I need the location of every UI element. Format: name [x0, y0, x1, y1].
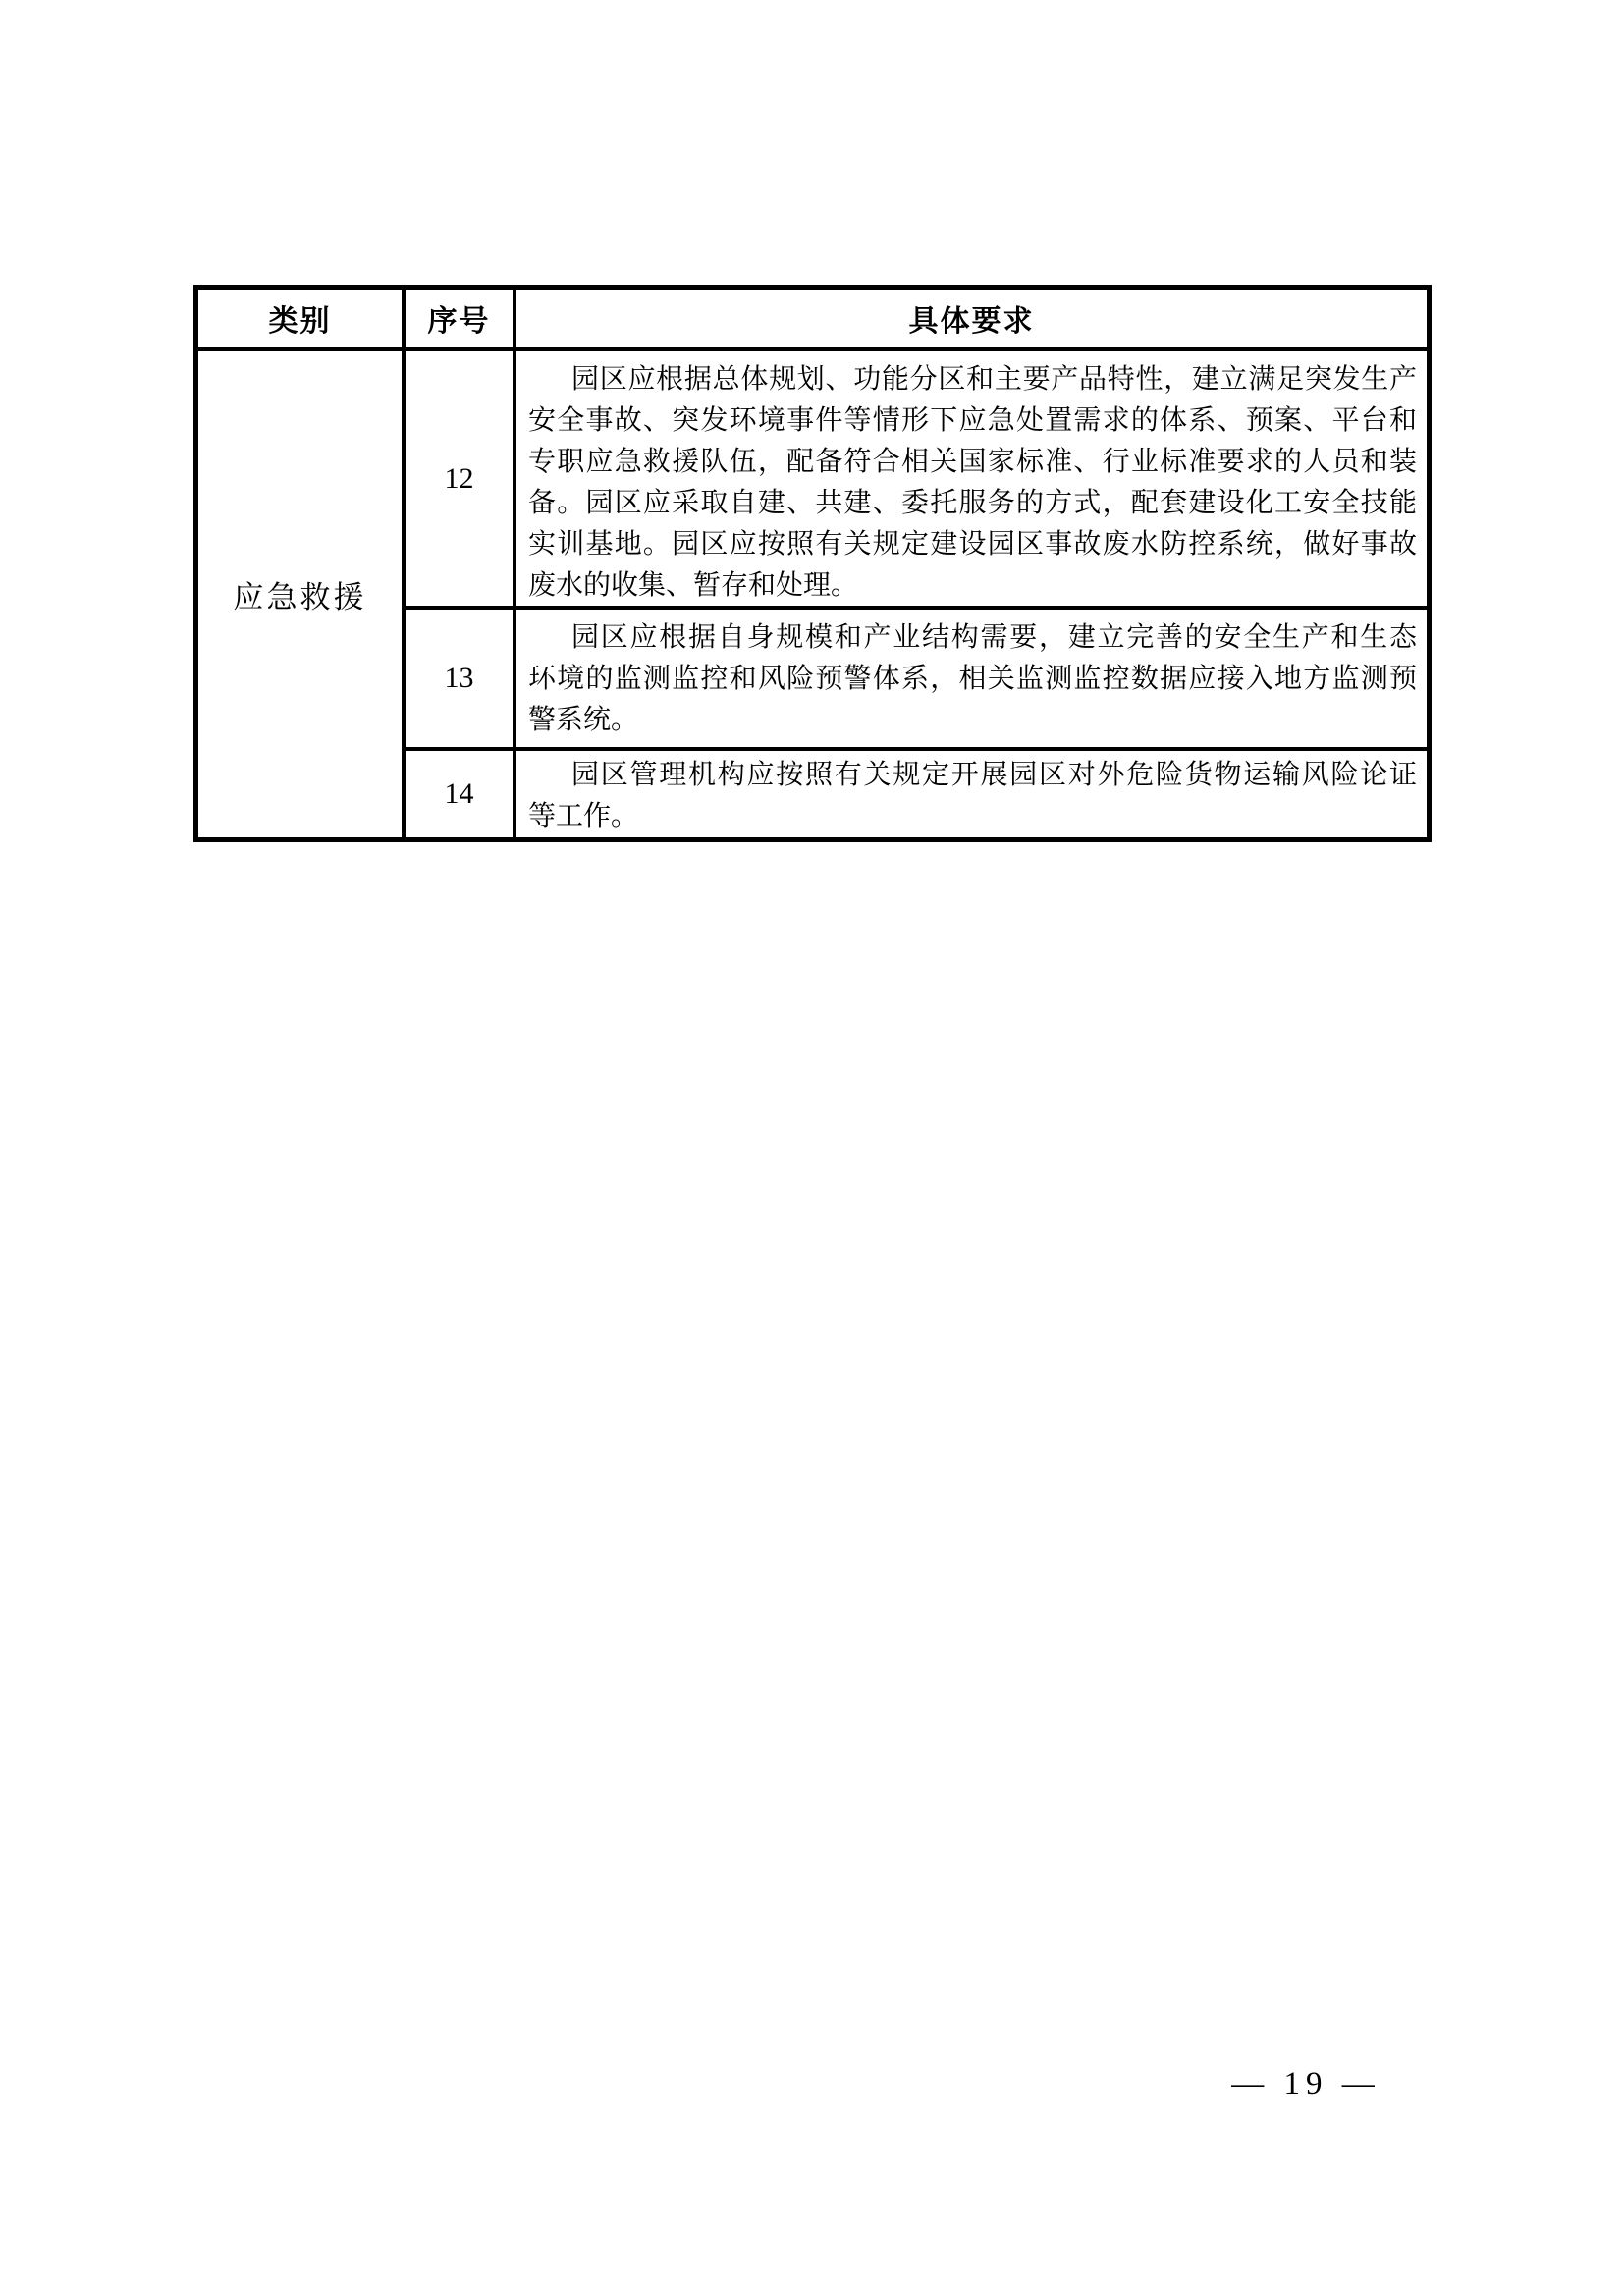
serial-cell-row12 — [406, 351, 516, 610]
requirement-cell-row13 — [516, 610, 1427, 751]
serial-cell-row14 — [406, 751, 516, 837]
requirement-cell-row12 — [516, 351, 1427, 610]
requirements-table — [193, 285, 1432, 842]
category-label: 应急救援 — [233, 580, 367, 614]
requirement-line: 园区应根据自身规模和产业结构需要，建立完善的安全生产和生态 — [571, 622, 1417, 653]
header-cell-category — [198, 290, 406, 351]
requirement-line: 安全事故、突发环境事件等情形下应急处置需求的体系、预案、平台和 — [528, 405, 1417, 436]
header-cell-requirement — [516, 290, 1427, 351]
header-category-label: 类别 — [268, 305, 332, 338]
requirement-cell-row14 — [516, 751, 1427, 837]
requirement-line: 等工作。 — [528, 801, 639, 831]
requirement-line: 废水的收集、暂存和处理。 — [528, 570, 859, 601]
requirement-line: 园区应根据总体规划、功能分区和主要产品特性，建立满足突发生产 — [571, 364, 1417, 395]
requirement-line: 专职应急救援队伍，配备符合相关国家标准、行业标准要求的人员和装 — [528, 447, 1417, 477]
header-requirement-label: 具体要求 — [908, 305, 1035, 338]
category-cell-emergency-rescue — [198, 351, 406, 837]
requirement-line: 实训基地。园区应按照有关规定建设园区事故废水防控系统，做好事故 — [528, 529, 1417, 560]
serial-value: 14 — [444, 777, 474, 810]
header-serial-label: 序号 — [427, 305, 491, 338]
page-number: — 19 — — [1231, 2066, 1380, 2102]
requirement-line: 环境的监测监控和风险预警体系，相关监测监控数据应接入地方监测预 — [528, 664, 1417, 694]
requirement-line: 警系统。 — [528, 705, 639, 735]
requirement-line: 园区管理机构应按照有关规定开展园区对外危险货物运输风险论证 — [571, 760, 1417, 790]
serial-value: 13 — [444, 662, 474, 694]
requirement-line: 备。园区应采取自建、共建、委托服务的方式，配套建设化工安全技能 — [528, 488, 1417, 518]
serial-value: 12 — [444, 461, 474, 495]
header-cell-serial — [406, 290, 516, 351]
serial-cell-row13 — [406, 610, 516, 751]
